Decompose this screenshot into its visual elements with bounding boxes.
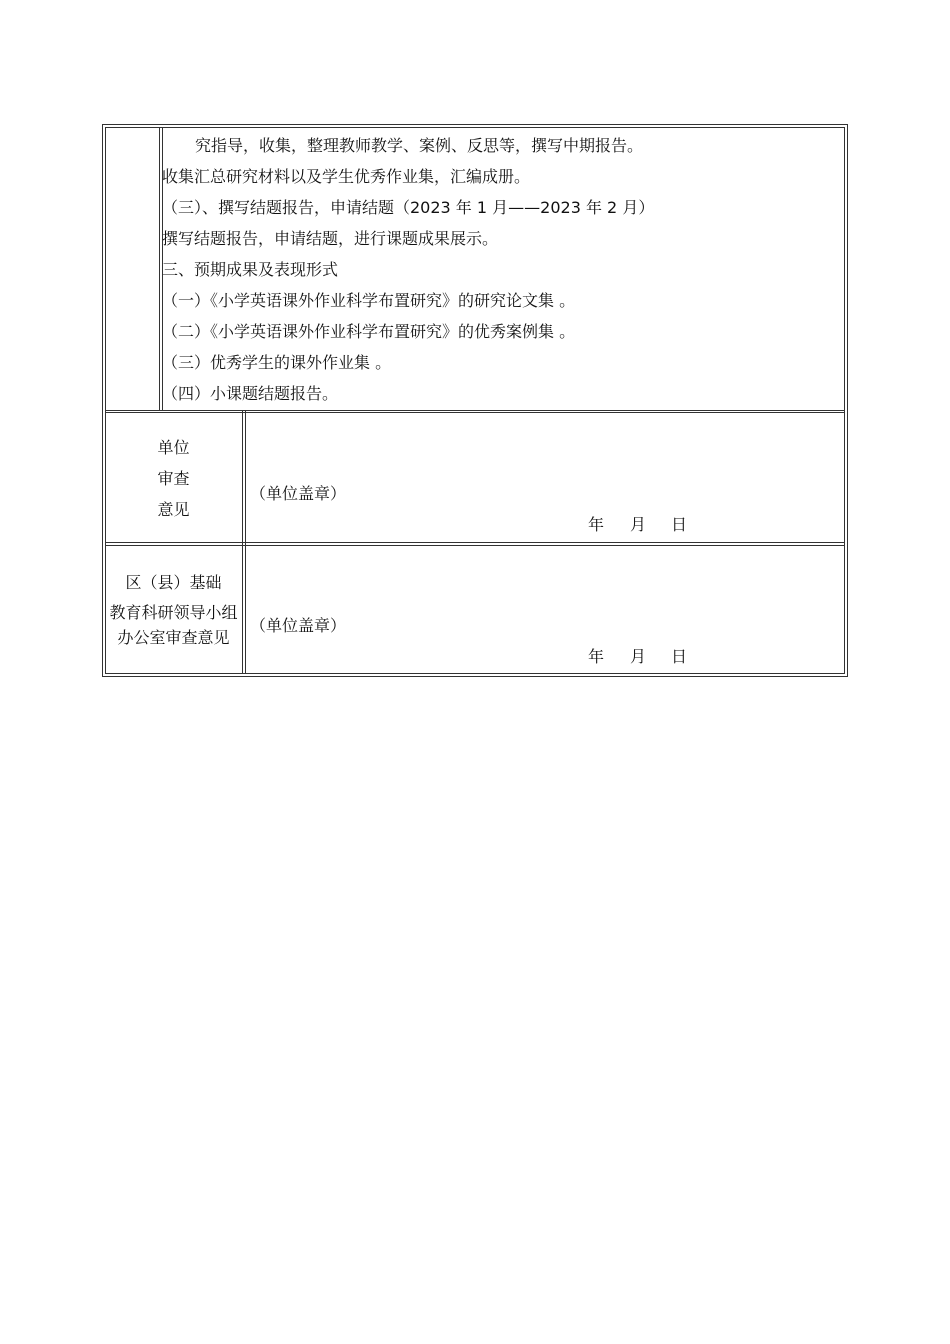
row-separator-2b (105, 545, 845, 546)
district-review-stamp: （单位盖章） (250, 616, 347, 635)
result-item-4: （四）小课题结题报告。 (162, 384, 339, 403)
plan-line-1: 究指导，收集，整理教师教学、案例、反思等，撰写中期报告。 (195, 136, 644, 155)
unit-review-date-day: 日 (671, 515, 688, 534)
unit-review-date-month: 月 (630, 515, 647, 534)
unit-review-date-year: 年 (588, 515, 605, 534)
row-separator-1b (105, 412, 845, 413)
district-review-label-line-1: 区（县）基础 (125, 573, 222, 592)
review-label-divider (242, 411, 243, 674)
result-item-3: （三）优秀学生的课外作业集 。 (162, 353, 392, 372)
unit-review-stamp: （单位盖章） (250, 484, 347, 503)
plan-line-3: （三）、撰写结题报告，申请结题（2023 年 1 月——2023 年 2 月） (162, 198, 655, 217)
unit-review-label-line-1: 单位 (157, 438, 190, 457)
top-section-divider (159, 127, 160, 411)
unit-review-label-line-2: 审查 (157, 469, 190, 488)
district-review-label-line-3: 办公室审查意见 (117, 628, 230, 647)
row-separator-2 (105, 542, 845, 543)
section-heading-expected-results: 三、预期成果及表现形式 (162, 260, 339, 279)
row-separator-1 (105, 410, 845, 411)
district-review-label-line-2: 教育科研领导小组 (109, 603, 238, 622)
plan-line-4: 撰写结题报告，申请结题，进行课题成果展示。 (162, 229, 499, 248)
result-item-1: （一）《小学英语课外作业科学布置研究》的研究论文集 。 (162, 291, 576, 310)
review-label-divider-inner (245, 411, 246, 674)
unit-review-label-line-3: 意见 (157, 500, 190, 519)
plan-line-2: 收集汇总研究材料以及学生优秀作业集，汇编成册。 (162, 167, 531, 186)
district-review-date-day: 日 (671, 647, 688, 666)
district-review-date-year: 年 (588, 647, 605, 666)
district-review-date-month: 月 (630, 647, 647, 666)
result-item-2: （二）《小学英语课外作业科学布置研究》的优秀案例集 。 (162, 322, 576, 341)
